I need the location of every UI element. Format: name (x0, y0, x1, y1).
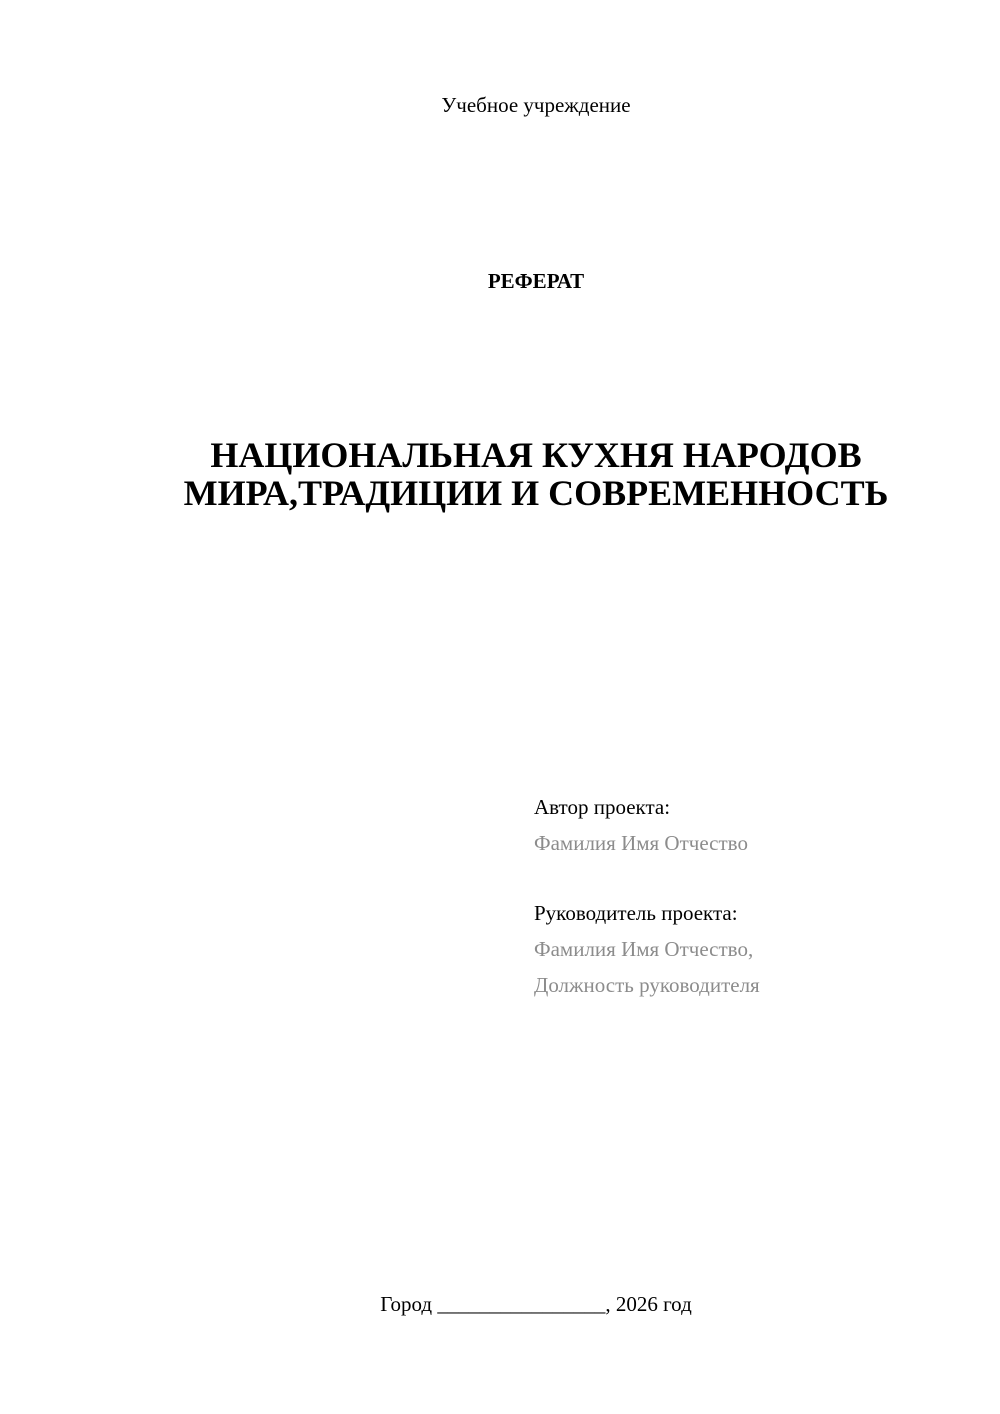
supervisor-label: Руководитель проекта: (534, 901, 738, 925)
credits-spacer (534, 861, 760, 895)
supervisor-name: Фамилия Имя Отчество, (534, 937, 754, 961)
title-line-1: НАЦИОНАЛЬНАЯ КУХНЯ НАРОДОВ (210, 435, 862, 475)
author-label: Автор проекта: (534, 795, 671, 819)
institution-name: Учебное учреждение (441, 93, 631, 117)
document-type: РЕФЕРАТ (487, 269, 585, 293)
city-year-footer: Город ________________, 2026 год (380, 1292, 692, 1316)
supervisor-position: Должность руководителя (534, 973, 760, 997)
title-line-2: МИРА,ТРАДИЦИИ И СОВРЕМЕННОСТЬ (183, 473, 889, 513)
document-title (0, 436, 1000, 512)
author-name: Фамилия Имя Отчество (534, 831, 748, 855)
credits-block (534, 789, 760, 1003)
